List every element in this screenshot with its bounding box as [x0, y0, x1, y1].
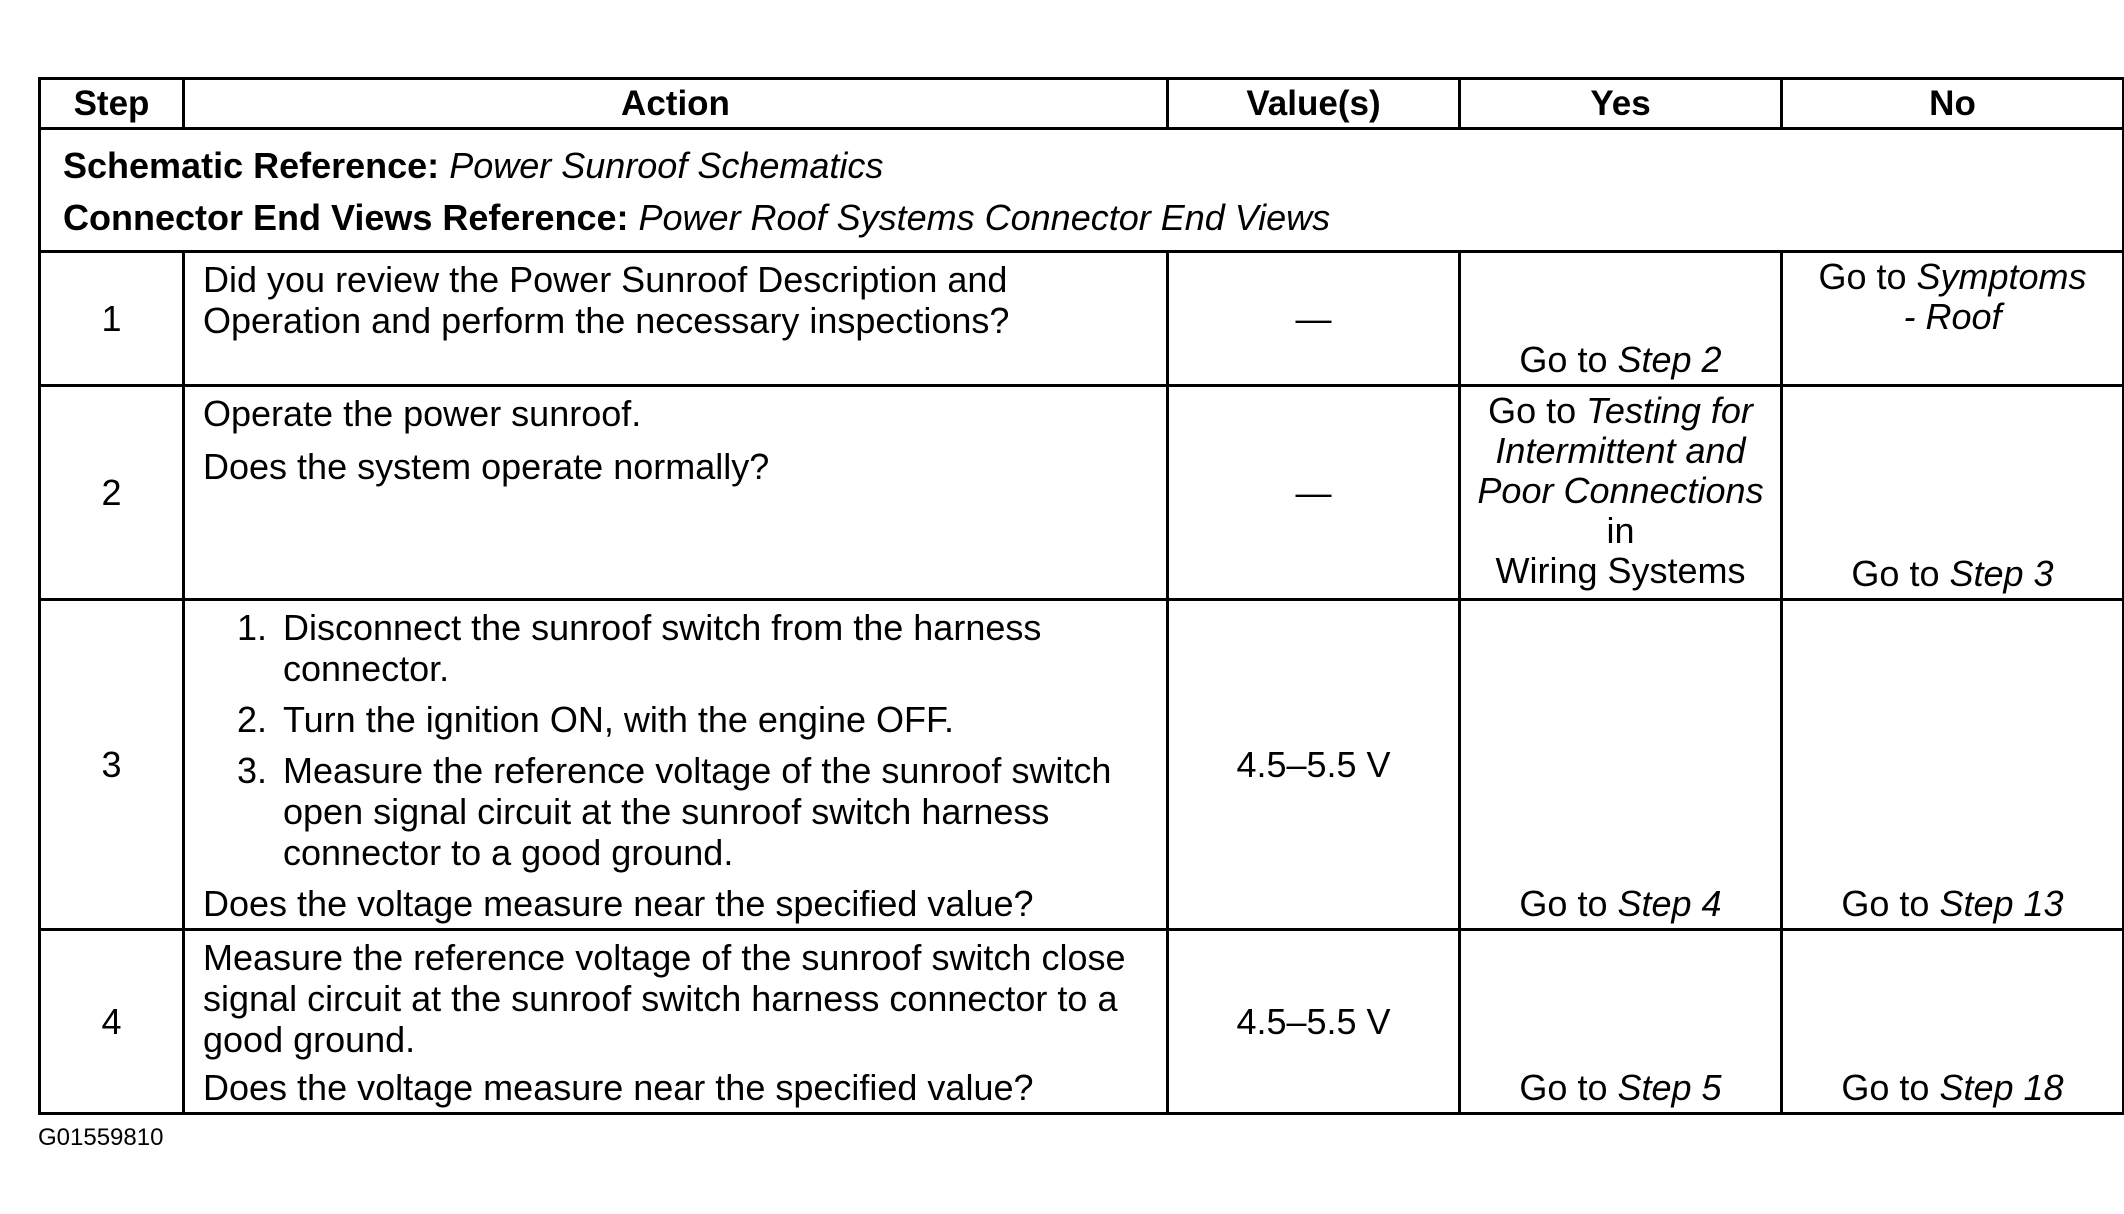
goto-target: Testing for [1586, 390, 1753, 431]
substep-item [203, 607, 1148, 689]
no-cell [1782, 386, 2124, 600]
yes-cell [1460, 386, 1782, 600]
no-goto[interactable] [1783, 883, 2122, 924]
goto-prefix: Go to [1841, 883, 1940, 924]
goto-prefix: Go to [1519, 339, 1618, 380]
goto-prefix: Go to [1488, 390, 1587, 431]
action-question: Did you review the Power Sunroof Description and Operation and perform the necessary inspections? [203, 259, 1010, 341]
reference-row [40, 129, 2124, 252]
goto-target-continued: - Roof [1903, 296, 2002, 337]
table-row [40, 600, 2124, 930]
goto-prefix: Go to [1818, 256, 1917, 297]
no-goto[interactable] [1783, 553, 2122, 594]
substep-item [203, 699, 1148, 740]
action-text [184, 930, 1168, 1114]
goto-target: Step 18 [1939, 1067, 2064, 1108]
step-number: 1 [40, 252, 184, 386]
substep-list [203, 607, 1148, 873]
yes-goto[interactable] [1461, 883, 1780, 924]
no-goto[interactable] [1783, 253, 2122, 337]
value-text: — [1168, 252, 1460, 386]
connector-reference-label: Connector End Views Reference: [63, 197, 629, 238]
goto-prefix: Go to [1519, 1067, 1618, 1108]
substep-text: Measure the reference voltage of the sunroof switch open signal circuit at the sunroof switch harness connector to a good ground. [283, 750, 1112, 873]
substep-item [203, 750, 1148, 873]
step-number: 3 [40, 600, 184, 930]
schematic-reference [63, 140, 2100, 192]
table-row [40, 930, 2124, 1114]
yes-cell [1460, 600, 1782, 930]
action-question: Does the voltage measure near the specified value? [203, 883, 1034, 924]
figure-id: G01559810 [38, 1124, 164, 1151]
no-cell [1782, 252, 2124, 386]
table-row [40, 386, 2124, 600]
connector-reference-link[interactable]: Power Roof Systems Connector End Views [638, 197, 1331, 238]
yes-goto[interactable] [1461, 387, 1780, 591]
substep-number: 2. [236, 699, 267, 740]
connector-reference [63, 192, 2100, 244]
action-text [184, 252, 1168, 386]
substep-text: Disconnect the sunroof switch from the harness connector. [283, 607, 1042, 689]
goto-target: Step 2 [1617, 339, 1722, 380]
goto-target: Step 13 [1939, 883, 2064, 924]
action-text [184, 386, 1168, 600]
no-cell [1782, 600, 2124, 930]
goto-target: Step 3 [1949, 553, 2054, 594]
header-step: Step [40, 79, 184, 129]
header-values: Value(s) [1168, 79, 1460, 129]
substep-number: 3. [236, 750, 267, 791]
table-row [40, 252, 2124, 386]
goto-prefix: Go to [1851, 553, 1950, 594]
substep-text: Turn the ignition ON, with the engine OFF. [283, 699, 954, 740]
step-number: 2 [40, 386, 184, 600]
goto-prefix: Go to [1841, 1067, 1940, 1108]
yes-cell [1460, 930, 1782, 1114]
no-goto[interactable] [1783, 1067, 2122, 1108]
goto-target: Step 5 [1617, 1067, 1722, 1108]
action-question: Does the system operate normally? [203, 446, 770, 487]
header-no: No [1782, 79, 2124, 129]
yes-cell [1460, 252, 1782, 386]
schematic-reference-link[interactable]: Power Sunroof Schematics [449, 145, 884, 186]
goto-connector-word: in [1606, 510, 1635, 551]
value-text: — [1168, 386, 1460, 600]
goto-prefix: Go to [1519, 883, 1618, 924]
action-text [184, 600, 1168, 930]
reference-cell [40, 129, 2124, 252]
value-text: 4.5–5.5 V [1168, 930, 1460, 1114]
schematic-reference-label: Schematic Reference: [63, 145, 440, 186]
no-cell [1782, 930, 2124, 1114]
goto-target-section: Wiring Systems [1495, 550, 1746, 591]
yes-goto[interactable] [1461, 1067, 1780, 1108]
header-action: Action [184, 79, 1168, 129]
action-instruction: Operate the power sunroof. [203, 393, 642, 434]
diagnostic-table [38, 77, 2124, 1115]
yes-goto[interactable] [1461, 339, 1780, 380]
header-yes: Yes [1460, 79, 1782, 129]
goto-target: Step 4 [1617, 883, 1722, 924]
goto-target-continued: Intermittent and [1495, 430, 1746, 471]
action-question: Does the voltage measure near the specified value? [203, 1067, 1034, 1108]
action-instruction: Measure the reference voltage of the sunroof switch close signal circuit at the sunroof switch harness connector to a good ground. [203, 937, 1126, 1060]
substep-number: 1. [236, 607, 267, 648]
step-number: 4 [40, 930, 184, 1114]
value-text: 4.5–5.5 V [1168, 600, 1460, 930]
header-row [40, 79, 2124, 129]
goto-target-continued: Poor Connections [1477, 470, 1764, 511]
goto-target: Symptoms [1916, 256, 2087, 297]
